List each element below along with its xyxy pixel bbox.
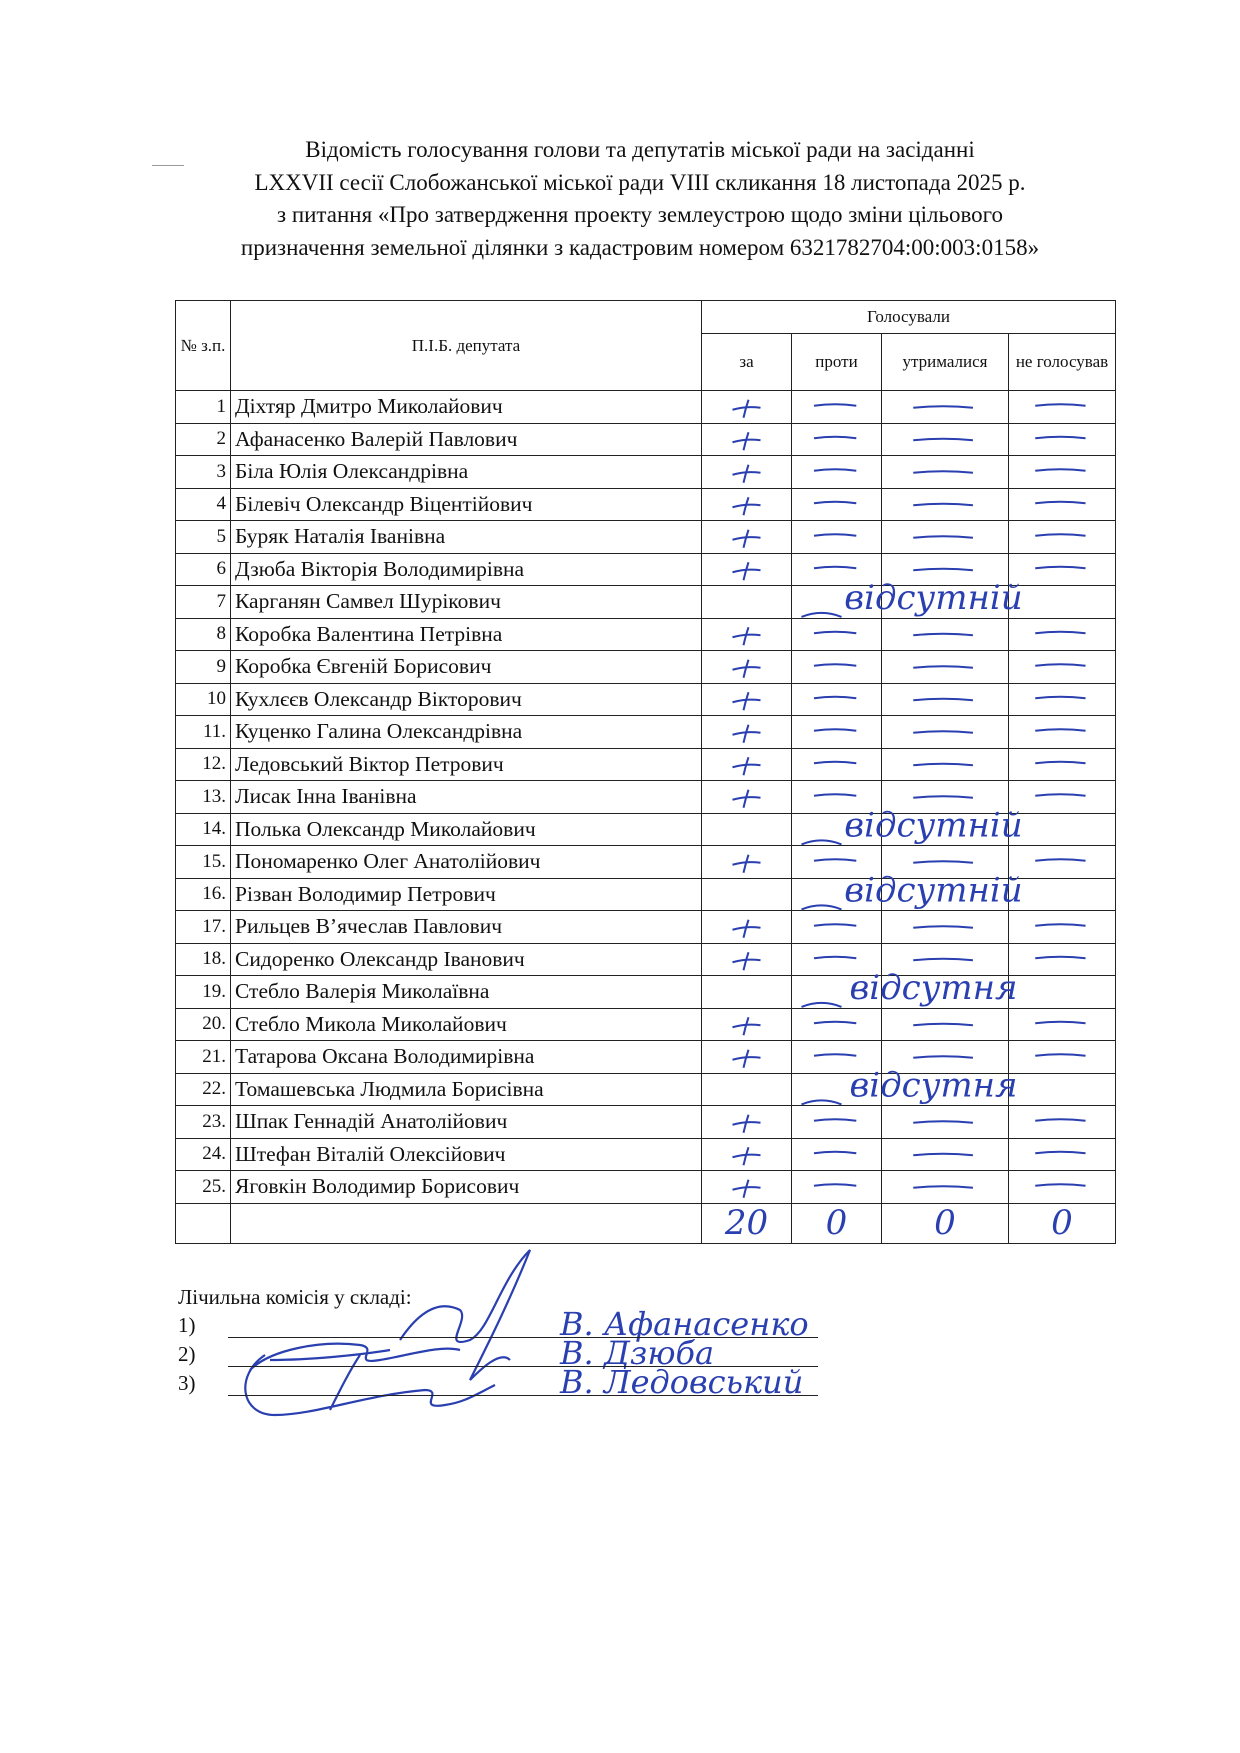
row-number: 4 (176, 488, 231, 521)
dash-mark (913, 1024, 973, 1026)
dash-mark (802, 840, 842, 844)
dash-mark (1035, 1152, 1085, 1154)
plus-mark (744, 1017, 749, 1035)
dash-mark (1035, 957, 1085, 959)
commission-index-2: 2) (178, 1342, 196, 1366)
dash-mark (1035, 632, 1085, 634)
absence-note: відсутня (849, 967, 1018, 1008)
dash-mark (913, 406, 973, 408)
dash-mark (814, 437, 856, 439)
signature-3 (245, 1355, 495, 1415)
dash-mark (802, 613, 842, 617)
row-number: 8 (176, 618, 231, 651)
row-number: 22. (176, 1073, 231, 1106)
deputy-name: Стебло Валерія Миколаївна (231, 976, 702, 1009)
dash-mark (802, 1100, 842, 1104)
dash-mark (913, 699, 973, 701)
deputy-name: Діхтяр Дмитро Миколайович (231, 391, 702, 424)
dash-mark (913, 504, 973, 506)
deputy-name: Яговкін Володимир Борисович (231, 1171, 702, 1204)
commission-member-name-2: В. Дзюба (560, 1334, 715, 1372)
absence-note: відсутня (849, 1065, 1018, 1106)
dash-mark (913, 731, 973, 733)
dash-mark (1035, 794, 1085, 796)
deputy-name: Стебло Микола Миколайович (231, 1008, 702, 1041)
dash-mark (1035, 404, 1085, 406)
deputy-name: Томашевська Людмила Борисівна (231, 1073, 702, 1106)
dash-mark (814, 632, 856, 634)
row-number: 20. (176, 1008, 231, 1041)
signature-line-3 (228, 1395, 818, 1396)
row-number: 21. (176, 1041, 231, 1074)
plus-mark (744, 1180, 749, 1198)
dash-mark (1035, 1119, 1085, 1121)
row-number: 18. (176, 943, 231, 976)
plus-mark (744, 920, 749, 938)
deputy-name: Лисак Інна Іванівна (231, 781, 702, 814)
total-proty-value: 0 (825, 1203, 848, 1244)
dash-mark (913, 569, 973, 571)
row-number: 19. (176, 976, 231, 1009)
dash-mark (814, 1152, 856, 1154)
dash-mark (1035, 567, 1085, 569)
dash-mark (913, 764, 973, 766)
title-line-4: призначення земельної ділянки з кадастровим номером 6321782704:00:003:0158» (240, 234, 1040, 260)
dash-mark (1035, 502, 1085, 504)
dash-mark (913, 666, 973, 668)
header-proty: проти (792, 334, 882, 391)
dash-mark (1035, 534, 1085, 536)
dash-mark (1035, 1022, 1085, 1024)
dash-mark (814, 534, 856, 536)
deputy-name: Рильцев В’ячеслав Павлович (231, 911, 702, 944)
header-za: за (702, 334, 792, 391)
dash-mark (814, 404, 856, 406)
signature-line-1 (228, 1337, 818, 1338)
dash-mark (1035, 1054, 1085, 1056)
plus-mark (744, 757, 749, 775)
row-number: 9 (176, 651, 231, 684)
deputy-name: Штефан Віталій Олексійович (231, 1138, 702, 1171)
commission-member-name-1: В. Афанасенко (560, 1305, 809, 1343)
plus-mark (744, 400, 749, 418)
dash-mark (814, 762, 856, 764)
plus-mark (744, 692, 749, 710)
plus-mark (744, 497, 749, 515)
plus-mark (744, 530, 749, 548)
deputy-name: Афанасенко Валерій Павлович (231, 423, 702, 456)
header-ne-holosuvav: не голосував (1009, 334, 1116, 391)
dash-mark (913, 796, 973, 798)
row-number: 5 (176, 521, 231, 554)
dash-mark (913, 1056, 973, 1058)
plus-mark (744, 725, 749, 743)
plus-mark (744, 855, 749, 873)
deputy-name: Біла Юлія Олександрівна (231, 456, 702, 489)
dash-mark (1035, 664, 1085, 666)
plus-mark (744, 952, 749, 970)
deputy-name: Різван Володимир Петрович (231, 878, 702, 911)
deputy-name: Ледовський Віктор Петрович (231, 748, 702, 781)
dash-mark (913, 536, 973, 538)
dash-mark (913, 634, 973, 636)
dash-mark (913, 1121, 973, 1123)
title-line-2: LXXVII сесії Слобожанської міської ради VIII скликання 18 листопада 2025 р. (254, 169, 1026, 195)
dash-mark (913, 471, 973, 473)
deputy-name: Коробка Валентина Петрівна (231, 618, 702, 651)
row-number: 15. (176, 846, 231, 879)
absence-note: відсутній (844, 870, 1023, 911)
signature-1 (400, 1250, 530, 1380)
plus-mark (744, 465, 749, 483)
dash-mark (814, 729, 856, 731)
deputy-name: Буряк Наталія Іванівна (231, 521, 702, 554)
header-num: № з.п. (176, 301, 231, 391)
dash-mark (1035, 437, 1085, 439)
commission-label: Лічильна комісія у складі: (178, 1285, 412, 1309)
dash-mark (814, 469, 856, 471)
row-number: 11. (176, 716, 231, 749)
dash-mark (1035, 469, 1085, 471)
deputy-name: Карганян Самвел Шурікович (231, 586, 702, 619)
dash-mark (814, 664, 856, 666)
row-number: 12. (176, 748, 231, 781)
total-utrymalysia-value: 0 (934, 1203, 956, 1244)
dash-mark (913, 1154, 973, 1156)
dash-mark (814, 1022, 856, 1024)
row-number: 10 (176, 683, 231, 716)
plus-mark (744, 1050, 749, 1068)
plus-mark (744, 660, 749, 678)
deputy-name: Білевіч Олександр Віцентійович (231, 488, 702, 521)
row-number: 2 (176, 423, 231, 456)
dash-mark (814, 859, 856, 861)
row-number: 23. (176, 1106, 231, 1139)
dash-mark (1035, 924, 1085, 926)
header-voted: Голосували (702, 301, 1116, 334)
dash-mark (1035, 697, 1085, 699)
dash-mark (814, 1184, 856, 1186)
row-number: 14. (176, 813, 231, 846)
signature-line-2 (228, 1366, 818, 1367)
dash-mark (814, 957, 856, 959)
absence-note: відсутній (844, 577, 1023, 618)
header-name: П.І.Б. депутата (231, 301, 702, 391)
row-number: 13. (176, 781, 231, 814)
row-number: 16. (176, 878, 231, 911)
deputy-name: Коробка Євгеній Борисович (231, 651, 702, 684)
title-line-3: з питання «Про затвердження проекту землеустрою щодо зміни цільового (276, 202, 1004, 227)
total-ne-holosuvav-value: 0 (1051, 1203, 1073, 1244)
row-number: 1 (176, 391, 231, 424)
row-number: 7 (176, 586, 231, 619)
dash-mark (1035, 729, 1085, 731)
dash-mark (913, 439, 973, 441)
dash-mark (814, 1119, 856, 1121)
plus-mark (744, 1147, 749, 1165)
plus-mark (744, 432, 749, 450)
dash-mark (802, 1003, 842, 1007)
deputy-name: Сидоренко Олександр Іванович (231, 943, 702, 976)
dash-mark (1035, 859, 1085, 861)
plus-mark (744, 562, 749, 580)
dash-mark (814, 567, 856, 569)
deputy-name: Кухлєєв Олександр Вікторович (231, 683, 702, 716)
commission-member-name-3: В. Ледовський (560, 1363, 804, 1401)
plus-mark (744, 627, 749, 645)
title-line-1: Відомість голосування голови та депутатів міської ради на засіданні (305, 137, 975, 162)
dash-mark (814, 924, 856, 926)
row-number: 6 (176, 553, 231, 586)
deputy-name: Шпак Геннадій Анатолійович (231, 1106, 702, 1139)
total-za-value: 20 (724, 1203, 769, 1244)
absence-note: відсутній (844, 805, 1023, 846)
dash-mark (913, 861, 973, 863)
plus-mark (744, 1115, 749, 1133)
commission-index-1: 1) (178, 1313, 196, 1337)
dash-mark (814, 502, 856, 504)
dash-mark (913, 1186, 973, 1188)
row-number: 24. (176, 1138, 231, 1171)
deputy-name: Дзюба Вікторія Володимирівна (231, 553, 702, 586)
commission-index-3: 3) (178, 1371, 196, 1395)
dash-mark (913, 926, 973, 928)
deputy-name: Пономаренко Олег Анатолійович (231, 846, 702, 879)
header-utrymalysia: утрималися (882, 334, 1009, 391)
dash-mark (802, 905, 842, 909)
dash-mark (814, 794, 856, 796)
dash-mark (1035, 1184, 1085, 1186)
row-number: 17. (176, 911, 231, 944)
dash-mark (1035, 762, 1085, 764)
dash-mark (913, 959, 973, 961)
plus-mark (744, 790, 749, 808)
row-number: 25. (176, 1171, 231, 1204)
deputy-name: Куценко Галина Олександрівна (231, 716, 702, 749)
deputy-name: Полька Олександр Миколайович (231, 813, 702, 846)
dash-mark (814, 697, 856, 699)
row-number: 3 (176, 456, 231, 489)
deputy-name: Татарова Оксана Володимирівна (231, 1041, 702, 1074)
dash-mark (814, 1054, 856, 1056)
